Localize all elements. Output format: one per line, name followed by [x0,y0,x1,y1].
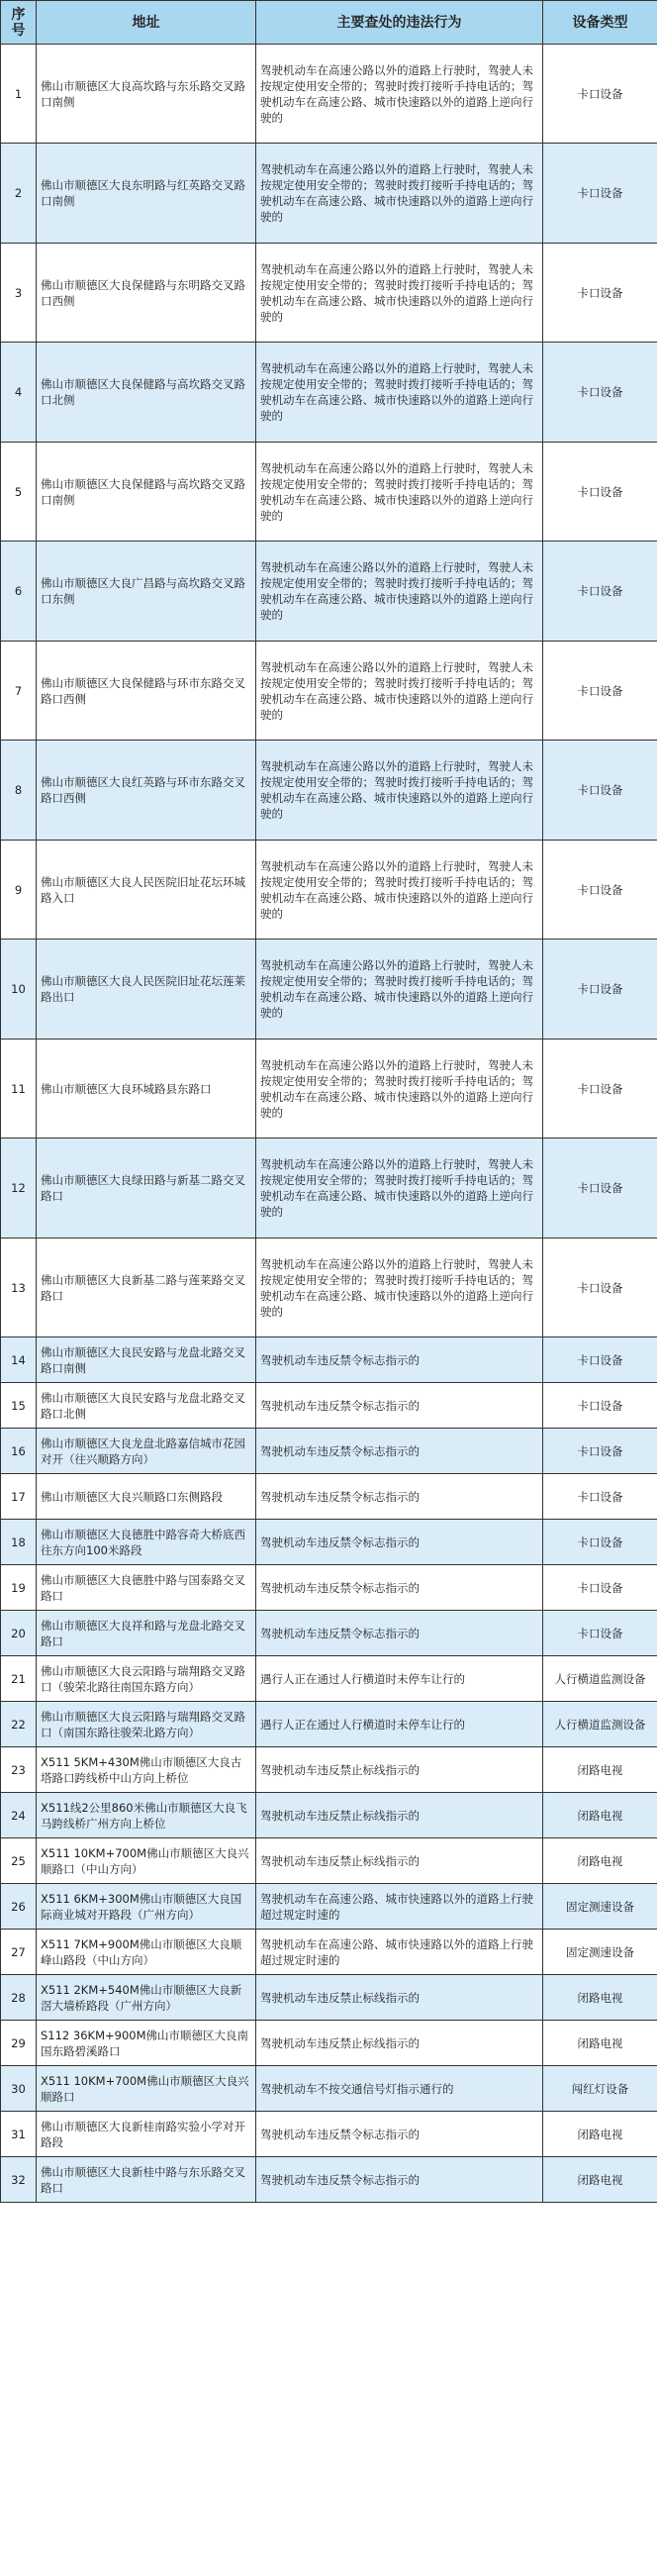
row-device-type: 闭路电视 [543,2157,657,2203]
row-index: 10 [1,940,37,1040]
row-index: 19 [1,1565,37,1611]
row-address: 佛山市顺德区大良德胜中路与国泰路交叉路口 [37,1565,256,1611]
table-row [1,642,657,741]
row-address: 佛山市顺德区大良红英路与环市东路交叉路口西侧 [37,741,256,841]
row-address: X511 10KM+700M佛山市顺德区大良兴顺路口（中山方向） [37,1838,256,1884]
row-device-type: 卡口设备 [543,1040,657,1139]
row-violation: 驾驶机动车违反禁令标志指示的 [256,1383,543,1429]
row-violation: 驾驶机动车违反禁令标志指示的 [256,2157,543,2203]
header-index: 序号 [1,1,37,45]
row-index: 14 [1,1338,37,1383]
row-device-type: 闭路电视 [543,1838,657,1884]
header-device-type: 设备类型 [543,1,657,45]
header-address: 地址 [37,1,256,45]
row-device-type: 卡口设备 [543,1520,657,1565]
row-violation: 驾驶机动车违反禁止标线指示的 [256,2021,543,2066]
row-device-type: 闭路电视 [543,1747,657,1793]
table-row [1,1338,657,1383]
row-device-type: 卡口设备 [543,1383,657,1429]
row-address: X511 7KM+900M佛山市顺德区大良顺峰山路段（中山方向） [37,1930,256,1975]
header-violation: 主要查处的违法行为 [256,1,543,45]
row-index: 26 [1,1884,37,1930]
row-device-type: 固定测速设备 [543,1884,657,1930]
row-device-type: 闭路电视 [543,1975,657,2021]
row-index: 21 [1,1656,37,1702]
row-address: 佛山市顺德区大良广昌路与高坎路交叉路口东侧 [37,542,256,642]
table-row [1,2066,657,2112]
table-row [1,841,657,940]
row-address: 佛山市顺德区大良人民医院旧址花坛环城路入口 [37,841,256,940]
row-address: 佛山市顺德区大良新桂南路实验小学对开路段 [37,2112,256,2157]
row-index: 11 [1,1040,37,1139]
row-device-type: 卡口设备 [543,244,657,343]
row-device-type: 卡口设备 [543,1565,657,1611]
table-row [1,542,657,642]
row-violation: 驾驶机动车违反禁令标志指示的 [256,1429,543,1474]
row-device-type: 卡口设备 [543,542,657,642]
row-device-type: 闭路电视 [543,2021,657,2066]
row-index: 28 [1,1975,37,2021]
row-device-type: 卡口设备 [543,343,657,443]
row-index: 16 [1,1429,37,1474]
row-device-type: 卡口设备 [543,1338,657,1383]
row-address: S112 36KM+900M佛山市顺德区大良南国东路碧溪路口 [37,2021,256,2066]
row-device-type: 卡口设备 [543,1139,657,1238]
table-row [1,244,657,343]
row-device-type: 闯红灯设备 [543,2066,657,2112]
table-row [1,1656,657,1702]
row-address: 佛山市顺德区大良德胜中路容奇大桥底西往东方向100米路段 [37,1520,256,1565]
table-row [1,2157,657,2203]
row-device-type: 闭路电视 [543,1793,657,1838]
row-index: 8 [1,741,37,841]
row-index: 6 [1,542,37,642]
table-row [1,1747,657,1793]
row-address: 佛山市顺德区大良民安路与龙盘北路交叉路口北侧 [37,1383,256,1429]
row-device-type: 闭路电视 [543,2112,657,2157]
row-violation: 驾驶机动车在高速公路以外的道路上行驶时，驾驶人未按规定使用安全带的；驾驶时拨打接听手持电话的；驾驶机动车在高速公路、城市快速路以外的道路上逆向行驶的 [256,244,543,343]
row-address: 佛山市顺德区大良保健路与东明路交叉路口西侧 [37,244,256,343]
row-violation: 驾驶机动车违反禁令标志指示的 [256,1474,543,1520]
row-index: 23 [1,1747,37,1793]
row-violation: 驾驶机动车在高速公路以外的道路上行驶时，驾驶人未按规定使用安全带的；驾驶时拨打接听手持电话的；驾驶机动车在高速公路、城市快速路以外的道路上逆向行驶的 [256,1139,543,1238]
row-violation: 驾驶机动车在高速公路以外的道路上行驶时，驾驶人未按规定使用安全带的；驾驶时拨打接听手持电话的；驾驶机动车在高速公路、城市快速路以外的道路上逆向行驶的 [256,45,543,144]
row-violation: 驾驶机动车在高速公路、城市快速路以外的道路上行驶超过规定时速的 [256,1930,543,1975]
table-row [1,2112,657,2157]
table-row [1,1383,657,1429]
table-row [1,1040,657,1139]
row-index: 32 [1,2157,37,2203]
row-index: 1 [1,45,37,144]
row-index: 25 [1,1838,37,1884]
row-violation: 驾驶机动车在高速公路以外的道路上行驶时，驾驶人未按规定使用安全带的；驾驶时拨打接听手持电话的；驾驶机动车在高速公路、城市快速路以外的道路上逆向行驶的 [256,642,543,741]
row-index: 2 [1,144,37,244]
table-row [1,1884,657,1930]
row-address: 佛山市顺德区大良民安路与龙盘北路交叉路口南侧 [37,1338,256,1383]
row-device-type: 卡口设备 [543,841,657,940]
table-header-row [1,1,657,45]
row-violation: 驾驶机动车违反禁令标志指示的 [256,1520,543,1565]
row-violation: 遇行人正在通过人行横道时未停车让行的 [256,1656,543,1702]
table-row [1,1838,657,1884]
row-address: 佛山市顺德区大良保健路与高坎路交叉路口南侧 [37,443,256,542]
row-violation: 驾驶机动车违反禁止标线指示的 [256,1747,543,1793]
row-device-type: 卡口设备 [543,940,657,1040]
table-row [1,741,657,841]
table-row [1,1565,657,1611]
row-violation: 驾驶机动车在高速公路以外的道路上行驶时，驾驶人未按规定使用安全带的；驾驶时拨打接听手持电话的；驾驶机动车在高速公路、城市快速路以外的道路上逆向行驶的 [256,741,543,841]
row-index: 3 [1,244,37,343]
row-index: 12 [1,1139,37,1238]
row-violation: 驾驶机动车违反禁令标志指示的 [256,1611,543,1656]
row-index: 17 [1,1474,37,1520]
row-device-type: 卡口设备 [543,642,657,741]
row-address: 佛山市顺德区大良高坎路与东乐路交叉路口南侧 [37,45,256,144]
row-address: 佛山市顺德区大良环城路县东路口 [37,1040,256,1139]
table-row [1,1930,657,1975]
row-device-type: 固定测速设备 [543,1930,657,1975]
row-violation: 驾驶机动车在高速公路以外的道路上行驶时，驾驶人未按规定使用安全带的；驾驶时拨打接听手持电话的；驾驶机动车在高速公路、城市快速路以外的道路上逆向行驶的 [256,940,543,1040]
row-violation: 驾驶机动车在高速公路以外的道路上行驶时，驾驶人未按规定使用安全带的；驾驶时拨打接听手持电话的；驾驶机动车在高速公路、城市快速路以外的道路上逆向行驶的 [256,542,543,642]
row-violation: 驾驶机动车在高速公路以外的道路上行驶时，驾驶人未按规定使用安全带的；驾驶时拨打接听手持电话的；驾驶机动车在高速公路、城市快速路以外的道路上逆向行驶的 [256,1040,543,1139]
row-index: 30 [1,2066,37,2112]
row-violation: 驾驶机动车在高速公路以外的道路上行驶时，驾驶人未按规定使用安全带的；驾驶时拨打接听手持电话的；驾驶机动车在高速公路、城市快速路以外的道路上逆向行驶的 [256,343,543,443]
row-device-type: 卡口设备 [543,1611,657,1656]
table-row [1,1793,657,1838]
row-violation: 驾驶机动车在高速公路以外的道路上行驶时，驾驶人未按规定使用安全带的；驾驶时拨打接听手持电话的；驾驶机动车在高速公路、城市快速路以外的道路上逆向行驶的 [256,144,543,244]
row-index: 20 [1,1611,37,1656]
row-violation: 驾驶机动车违反禁令标志指示的 [256,2112,543,2157]
row-address: 佛山市顺德区大良人民医院旧址花坛莲莱路出口 [37,940,256,1040]
row-violation: 驾驶机动车在高速公路、城市快速路以外的道路上行驶超过规定时速的 [256,1884,543,1930]
row-device-type: 卡口设备 [543,1238,657,1338]
table-row [1,1474,657,1520]
row-address: 佛山市顺德区大良龙盘北路嘉信城市花园对开（往兴顺路方向） [37,1429,256,1474]
table-row [1,45,657,144]
row-address: 佛山市顺德区大良新桂中路与东乐路交叉路口 [37,2157,256,2203]
row-address: 佛山市顺德区大良云阳路与瑞翔路交叉路口（南国东路往骏荣北路方向） [37,1702,256,1747]
row-address: 佛山市顺德区大良新基二路与莲莱路交叉路口 [37,1238,256,1338]
row-device-type: 卡口设备 [543,45,657,144]
table-row [1,1139,657,1238]
table-row [1,443,657,542]
table-row [1,144,657,244]
row-device-type: 卡口设备 [543,741,657,841]
table-row [1,1429,657,1474]
row-index: 15 [1,1383,37,1429]
row-violation: 驾驶机动车在高速公路以外的道路上行驶时，驾驶人未按规定使用安全带的；驾驶时拨打接听手持电话的；驾驶机动车在高速公路、城市快速路以外的道路上逆向行驶的 [256,443,543,542]
row-address: 佛山市顺德区大良兴顺路口东侧路段 [37,1474,256,1520]
row-violation: 驾驶机动车在高速公路以外的道路上行驶时，驾驶人未按规定使用安全带的；驾驶时拨打接听手持电话的；驾驶机动车在高速公路、城市快速路以外的道路上逆向行驶的 [256,1238,543,1338]
row-address: 佛山市顺德区大良保健路与高坎路交叉路口北侧 [37,343,256,443]
table-row [1,343,657,443]
table-row [1,1702,657,1747]
row-index: 24 [1,1793,37,1838]
row-index: 13 [1,1238,37,1338]
table-row [1,1238,657,1338]
row-violation: 驾驶机动车违反禁止标线指示的 [256,1838,543,1884]
row-address: X511 6KM+300M佛山市顺德区大良国际商业城对开路段（广州方向） [37,1884,256,1930]
row-address: 佛山市顺德区大良绿田路与新基二路交叉路口 [37,1139,256,1238]
row-device-type: 卡口设备 [543,443,657,542]
row-violation: 驾驶机动车违反禁止标线指示的 [256,1975,543,2021]
row-index: 31 [1,2112,37,2157]
table-row [1,1975,657,2021]
row-address: X511 10KM+700M佛山市顺德区大良兴顺路口 [37,2066,256,2112]
row-index: 9 [1,841,37,940]
row-index: 5 [1,443,37,542]
row-address: 佛山市顺德区大良保健路与环市东路交叉路口西侧 [37,642,256,741]
row-address: 佛山市顺德区大良东明路与红英路交叉路口南侧 [37,144,256,244]
row-device-type: 卡口设备 [543,1474,657,1520]
row-violation: 驾驶机动车违反禁令标志指示的 [256,1565,543,1611]
table-row [1,1611,657,1656]
row-violation: 驾驶机动车违反禁止标线指示的 [256,1793,543,1838]
row-address: 佛山市顺德区大良云阳路与瑞翔路交叉路口（骏荣北路往南国东路方向） [37,1656,256,1702]
row-index: 29 [1,2021,37,2066]
row-device-type: 卡口设备 [543,1429,657,1474]
row-index: 7 [1,642,37,741]
row-address: 佛山市顺德区大良祥和路与龙盘北路交叉路口 [37,1611,256,1656]
row-index: 4 [1,343,37,443]
row-address: X511线2公里860米佛山市顺德区大良飞马跨线桥广州方向上桥位 [37,1793,256,1838]
row-index: 18 [1,1520,37,1565]
row-index: 27 [1,1930,37,1975]
table-row [1,1520,657,1565]
row-address: X511 2KM+540M佛山市顺德区大良新滘大墙桥路段（广州方向） [37,1975,256,2021]
row-index: 22 [1,1702,37,1747]
row-violation: 驾驶机动车在高速公路以外的道路上行驶时，驾驶人未按规定使用安全带的；驾驶时拨打接听手持电话的；驾驶机动车在高速公路、城市快速路以外的道路上逆向行驶的 [256,841,543,940]
table-row [1,2021,657,2066]
row-violation: 遇行人正在通过人行横道时未停车让行的 [256,1702,543,1747]
row-device-type: 卡口设备 [543,144,657,244]
row-violation: 驾驶机动车违反禁令标志指示的 [256,1338,543,1383]
row-device-type: 人行横道监测设备 [543,1656,657,1702]
row-address: X511 5KM+430M佛山市顺德区大良古塔路口跨线桥中山方向上桥位 [37,1747,256,1793]
row-violation: 驾驶机动车不按交通信号灯指示通行的 [256,2066,543,2112]
row-device-type: 人行横道监测设备 [543,1702,657,1747]
table-row [1,940,657,1040]
